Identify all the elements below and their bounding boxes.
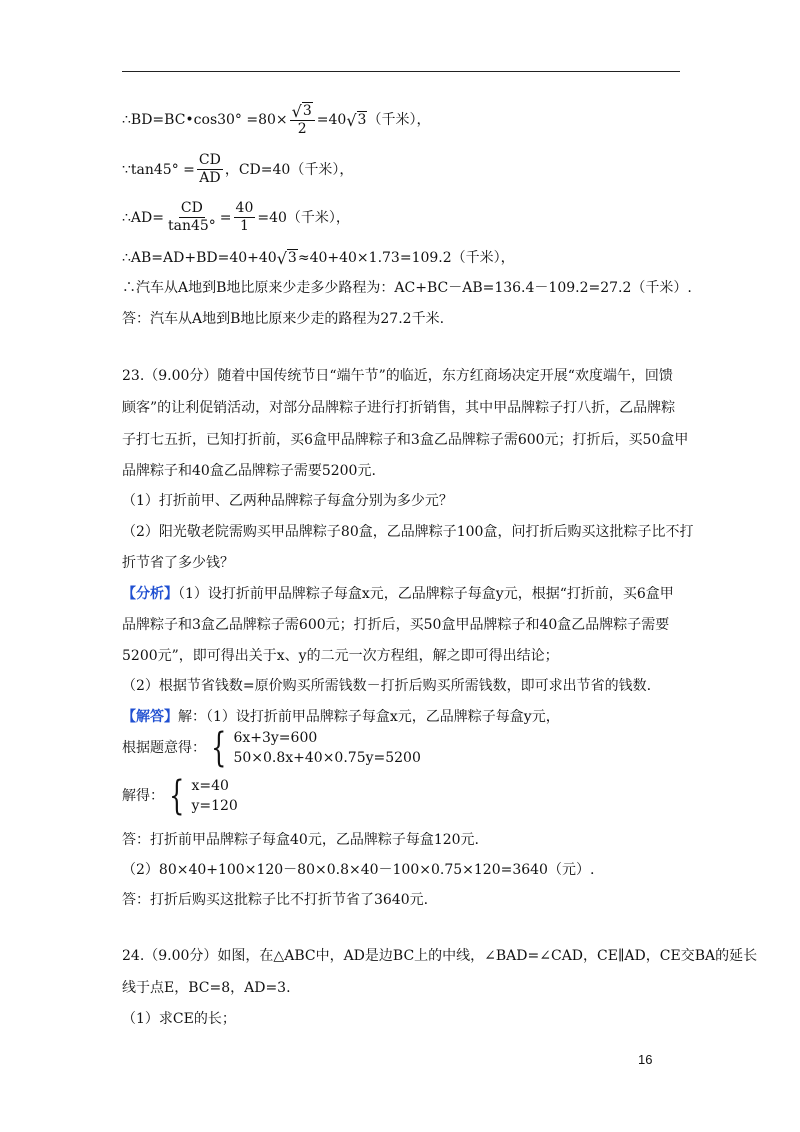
fraction-cd-over-tan45 <box>166 200 218 235</box>
fraction-cd-over-ad <box>197 152 223 187</box>
text: ≈40+40×1.73=109.2（千米）， <box>297 250 515 266</box>
p22-line-5: ∴汽车从A地到B地比原来少走多少路程为：AC+BC－AB=136.4－109.2=27.2（千米）. <box>122 280 692 296</box>
p23-question-line-2: 顾客”的让利促销活动，对部分品牌粽子进行打折销售，其中甲品牌粽子打八折，乙品牌粽 <box>122 400 676 416</box>
p23-subquestion-2-line-2: 折节省了多少钱？ <box>122 555 234 571</box>
text: tan45° <box>167 218 216 234</box>
p22-answer: 答：汽车从A地到B地比原来少走的路程为27.2千米. <box>122 311 445 327</box>
sqrt-3: √ 3 <box>276 249 297 268</box>
system-of-equations <box>233 728 420 768</box>
equation-1: 6x+3y=600 <box>233 730 318 746</box>
p22-line-2 <box>122 152 353 187</box>
p23-solution-line-1 <box>122 707 560 727</box>
text: （千米）， <box>367 112 431 128</box>
text: =40（千米）， <box>257 209 350 226</box>
p23-answer-2: 答：打折后购买这批粽子比不打折节省了3640元. <box>122 892 429 908</box>
text: CD <box>198 152 221 168</box>
text: 解得： <box>122 788 164 804</box>
p23-subquestion-2-line-1: （2）阳光敬老院需购买甲品牌粽子80盒，乙品牌粽子100盒，问打折后购买这批粽子比不打 <box>122 524 694 540</box>
p22-line-4 <box>122 248 515 268</box>
text: ∴AD= <box>122 209 164 226</box>
text: ∴AB=AD+BD=40+40 <box>122 250 277 266</box>
sqrt-3: √ 3 <box>346 111 367 130</box>
p23-answer-1: 答：打折前甲品牌粽子每盒40元，乙品牌粽子每盒120元. <box>122 832 479 848</box>
analysis-tag: 【分析】 <box>122 586 178 602</box>
p23-question-line-3: 子打七五折，已知打折前，买6盒甲品牌粽子和3盒乙品牌粽子需600元；打折后，买50盒甲 <box>122 432 689 448</box>
p24-subquestion-1: （1）求CE的长； <box>122 1011 236 1027</box>
p23-analysis-line-3: 5200元”，即可得出关于x、y的二元一次方程组，解之即可得出结论； <box>122 648 559 664</box>
p23-part-2-calc: （2）80×40+100×120－80×0.8×40－100×0.75×120=3640（元）. <box>122 862 595 878</box>
text: CD <box>180 200 203 216</box>
text: 解：（1）设打折前甲品牌粽子每盒x元，乙品牌粽子每盒y元， <box>178 709 560 725</box>
text: 根据题意得： <box>122 740 206 756</box>
equation-2: 50×0.8x+40×0.75y=5200 <box>233 750 421 766</box>
text: 3 <box>357 112 367 128</box>
p24-question-line-2: 线于点E，BC=8，AD=3. <box>122 980 291 996</box>
p22-line-1 <box>122 102 430 138</box>
solution-values <box>191 776 237 816</box>
text: （1）设打折前甲品牌粽子每盒x元，乙品牌粽子每盒y元，根据“打折前，买6盒甲 <box>178 586 674 602</box>
header-rule <box>122 71 680 72</box>
text: AD <box>199 170 221 186</box>
text: =40 <box>316 112 347 128</box>
text: ∴BD=BC•cos30° =80× <box>122 112 288 128</box>
p23-question-line-4: 品牌粽子和40盒乙品牌粽子需要5200元. <box>122 463 376 479</box>
left-brace: { <box>211 725 227 771</box>
p23-subquestion-1: （1）打折前甲、乙两种品牌粽子每盒分别为多少元？ <box>122 493 453 509</box>
fraction-40-over-1 <box>234 200 256 235</box>
page-number: 16 <box>638 1052 653 1067</box>
p23-equation-system <box>122 725 421 771</box>
p23-analysis-line-2: 品牌粽子和3盒乙品牌粽子需600元；打折后，买50盒甲品牌粽子和40盒乙品牌粽子需要 <box>122 617 670 633</box>
solution-x: x=40 <box>191 778 229 794</box>
text: 3 <box>302 103 312 119</box>
text: 40 <box>235 200 254 216</box>
p22-line-3 <box>122 200 350 235</box>
text: = <box>219 209 232 226</box>
solution-tag: 【解答】 <box>122 709 178 725</box>
text: ，CD=40（千米）， <box>224 161 354 178</box>
p23-solution-system <box>122 773 238 819</box>
text: 3 <box>287 250 297 266</box>
text: ∵tan45° = <box>122 161 195 178</box>
p23-analysis-line-4: （2）根据节省钱数=原价购买所需钱数－打折后购买所需钱数，即可求出节省的钱数. <box>122 678 652 694</box>
p23-question-line-1: 23.（9.00分）随着中国传统节日“端午节”的临近，东方红商场决定开展“欢度端午，回馈 <box>122 368 673 384</box>
text: 1 <box>239 218 249 234</box>
left-brace: { <box>169 773 185 819</box>
p24-question-line-1: 24.（9.00分）如图，在△ABC中，AD是边BC上的中线，∠BAD=∠CAD，CE∥AD，CE交BA的延长 <box>122 948 758 964</box>
p23-analysis-line-1 <box>122 584 674 604</box>
fraction-sqrt3-over-2: √ 3 2 <box>290 102 315 138</box>
text: 2 <box>297 121 307 137</box>
solution-y: y=120 <box>191 798 238 814</box>
